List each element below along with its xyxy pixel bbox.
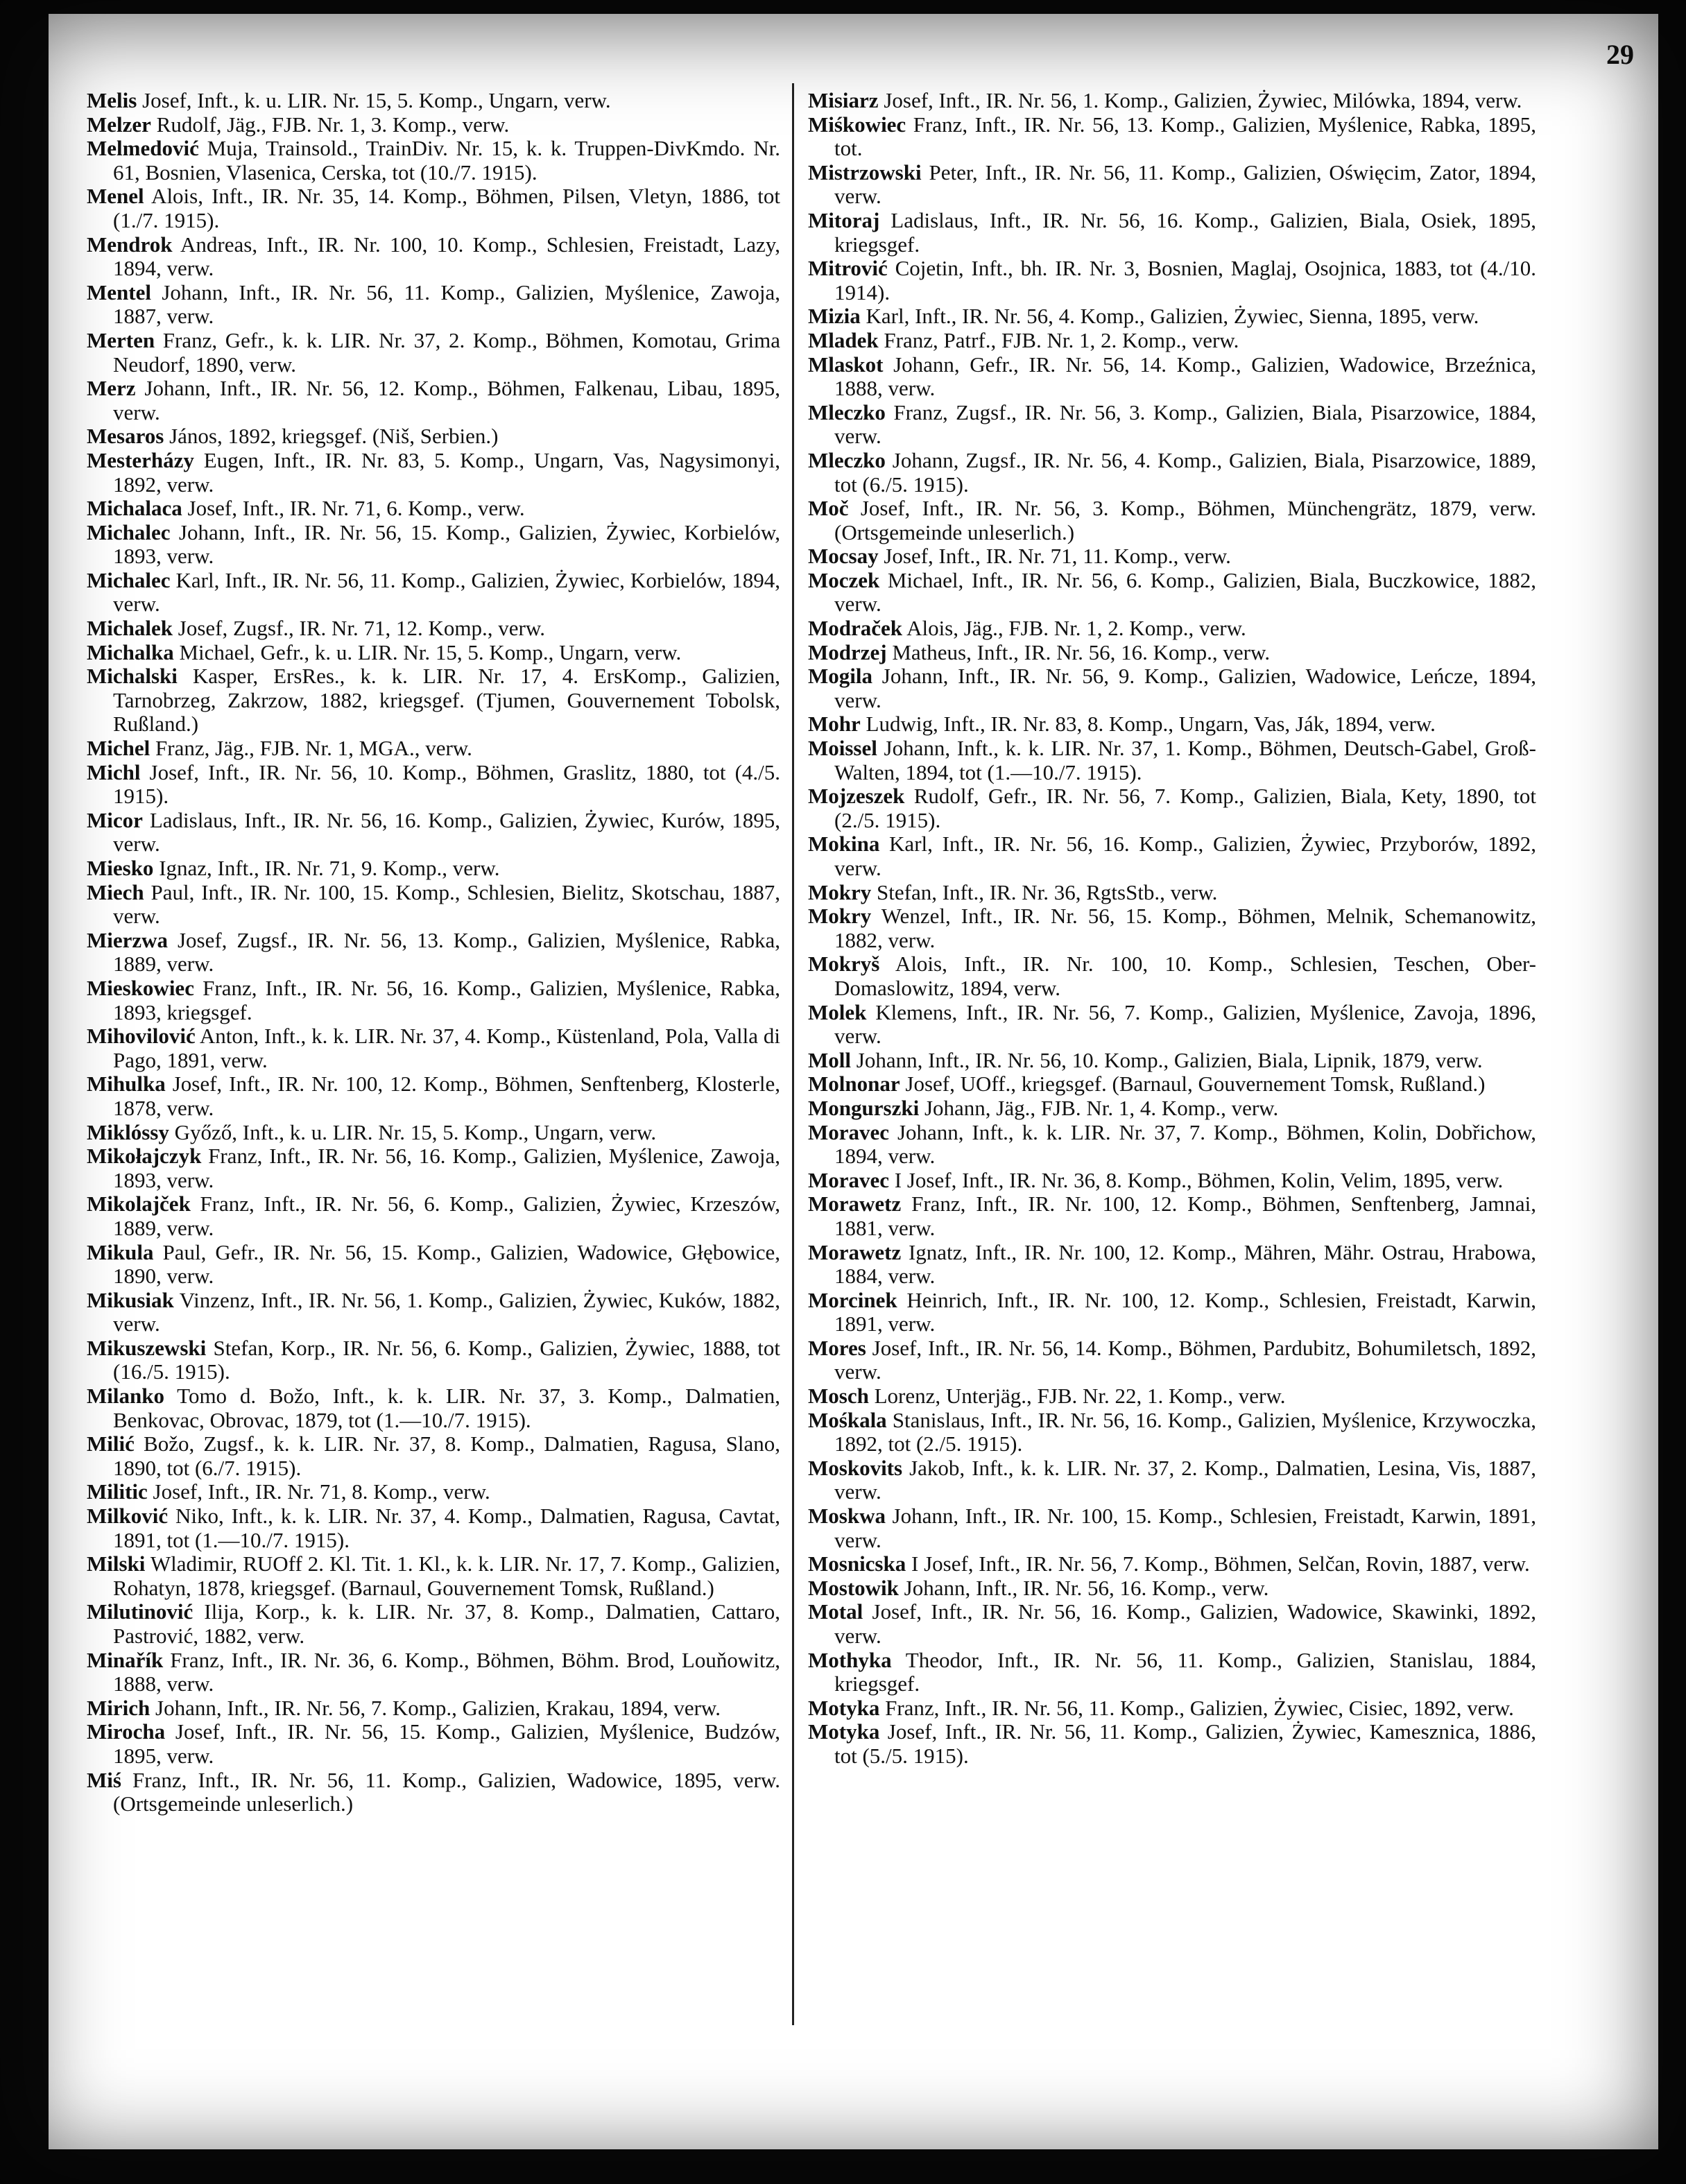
casualty-entry bbox=[808, 641, 1536, 665]
entry-surname: Michalec bbox=[87, 519, 171, 544]
casualty-entry bbox=[808, 497, 1536, 544]
entry-surname: Milutinović bbox=[87, 1599, 193, 1624]
entry-details: Franz, Patrf., FJB. Nr. 1, 2. Komp., verw. bbox=[878, 327, 1239, 352]
entry-details: Johann, Inft., IR. Nr. 56, 9. Komp., Galizien, Wadowice, Leńcze, 1894, verw. bbox=[834, 664, 1536, 712]
entry-details: Heinrich, Inft., IR. Nr. 100, 12. Komp., Schlesien, Freistadt, Karwin, 1891, verw. bbox=[834, 1287, 1536, 1336]
entry-details: Franz, Inft., IR. Nr. 56, 11. Komp., Galizien, Żywiec, Cisiec, 1892, verw. bbox=[879, 1695, 1514, 1720]
casualty-entry bbox=[87, 1241, 780, 1289]
casualty-entry bbox=[87, 1432, 780, 1480]
entry-surname: Misiarz bbox=[808, 88, 879, 112]
casualty-entry bbox=[87, 449, 780, 497]
casualty-entry bbox=[87, 1336, 780, 1384]
entry-surname: Miklóssy bbox=[87, 1119, 169, 1144]
entry-surname: Mirocha bbox=[87, 1719, 166, 1744]
entry-surname: Moč bbox=[808, 496, 849, 521]
entry-surname: Mizia bbox=[808, 304, 861, 329]
casualty-entry bbox=[808, 904, 1536, 952]
casualty-entry bbox=[87, 329, 780, 377]
casualty-entry bbox=[808, 1649, 1536, 1696]
casualty-entry bbox=[87, 89, 780, 113]
entry-surname: Michalski bbox=[87, 664, 178, 689]
entry-details: Ilija, Korp., k. k. LIR. Nr. 37, 8. Komp., Dalmatien, Cattaro, Pastrović, 1882, verw. bbox=[113, 1599, 780, 1648]
entry-surname: Moskwa bbox=[808, 1504, 886, 1529]
entry-details: Franz, Inft., IR. Nr. 100, 12. Komp., Böhmen, Senftenberg, Jamnai, 1881, verw. bbox=[834, 1192, 1536, 1240]
entry-details: Johann, Gefr., IR. Nr. 56, 14. Komp., Galizien, Wadowice, Brzeźnica, 1888, verw. bbox=[834, 352, 1536, 401]
entry-details: Alois, Jäg., FJB. Nr. 1, 2. Komp., verw. bbox=[902, 616, 1246, 641]
entry-details: Franz, Inft., IR. Nr. 36, 6. Komp., Böhmen, Böhm. Brod, Louňowitz, 1888, verw. bbox=[113, 1647, 780, 1696]
entry-surname: Melis bbox=[87, 88, 137, 112]
entry-details: Győző, Inft., k. u. LIR. Nr. 15, 5. Komp., Ungarn, verw. bbox=[169, 1119, 657, 1144]
entry-details: Josef, Zugsf., IR. Nr. 71, 12. Komp., verw. bbox=[173, 616, 545, 641]
entry-details: Johann, Inft., IR. Nr. 56, 15. Komp., Galizien, Żywiec, Korbielów, 1893, verw. bbox=[113, 519, 780, 569]
entry-surname: Motal bbox=[808, 1599, 863, 1624]
casualty-entry bbox=[87, 1552, 780, 1600]
entry-surname: Milanko bbox=[87, 1384, 164, 1409]
casualty-entry bbox=[808, 1049, 1536, 1073]
entry-surname: Mentel bbox=[87, 280, 151, 304]
entry-details: Johann, Jäg., FJB. Nr. 1, 4. Komp., verw. bbox=[919, 1095, 1279, 1120]
casualty-entry bbox=[87, 1769, 780, 1816]
entry-details: Johann, Inft., IR. Nr. 56, 16. Komp., verw. bbox=[898, 1575, 1269, 1600]
right-column bbox=[808, 89, 1536, 1769]
entry-details: Josef, Zugsf., IR. Nr. 56, 13. Komp., Galizien, Myślenice, Rabka, 1889, verw. bbox=[113, 927, 780, 977]
entry-surname: Mogila bbox=[808, 664, 872, 689]
entry-surname: Militic bbox=[87, 1479, 148, 1504]
entry-surname: Moczek bbox=[808, 567, 880, 592]
entry-surname: Motyka bbox=[808, 1719, 880, 1744]
entry-details: Johann, Inft., IR. Nr. 56, 7. Komp., Galizien, Krakau, 1894, verw. bbox=[150, 1695, 721, 1720]
entry-details: Karl, Inft., IR. Nr. 56, 16. Komp., Galizien, Żywiec, Przyborów, 1892, verw. bbox=[834, 832, 1536, 880]
entry-details: Wenzel, Inft., IR. Nr. 56, 15. Komp., Böhmen, Melnik, Schemanowitz, 1882, verw. bbox=[834, 904, 1536, 952]
casualty-entry bbox=[87, 1696, 780, 1721]
casualty-entry bbox=[87, 641, 780, 665]
left-column bbox=[87, 89, 780, 1816]
entry-details: Michael, Gefr., k. u. LIR. Nr. 15, 5. Komp., Ungarn, verw. bbox=[173, 639, 682, 664]
entry-details: Stefan, Inft., IR. Nr. 36, RgtsStb., verw. bbox=[871, 879, 1218, 904]
entry-surname: Mleczko bbox=[808, 399, 886, 424]
entry-surname: Morawetz bbox=[808, 1239, 902, 1264]
entry-details: Wladimir, RUOff 2. Kl. Tit. 1. Kl., k. k. LIR. Nr. 17, 7. Komp., Galizien, Rohatyn, 1878, kriegsgef. (Barnaul, Gouvernement Tomsk, Rußland.) bbox=[113, 1551, 780, 1600]
casualty-entry bbox=[87, 233, 780, 281]
entry-details: Ladislaus, Inft., IR. Nr. 56, 16. Komp., Galizien, Biala, Osiek, 1895, kriegsgef. bbox=[834, 207, 1536, 257]
entry-surname: Mokina bbox=[808, 832, 880, 857]
casualty-entry bbox=[87, 809, 780, 857]
scan-edge-top bbox=[0, 0, 1686, 14]
entry-surname: Mlaskot bbox=[808, 352, 884, 377]
entry-surname: Mohr bbox=[808, 712, 861, 737]
casualty-entry bbox=[808, 1121, 1536, 1169]
entry-surname: Moravec bbox=[808, 1119, 890, 1144]
casualty-entry bbox=[808, 209, 1536, 257]
casualty-entry bbox=[87, 929, 780, 977]
entry-details: Alois, Inft., IR. Nr. 35, 14. Komp., Böhmen, Pilsen, Vletyn, 1886, tot (1./7. 1915). bbox=[113, 184, 780, 232]
casualty-entry bbox=[87, 1649, 780, 1696]
entry-surname: Melzer bbox=[87, 112, 151, 137]
casualty-entry bbox=[808, 1001, 1536, 1049]
casualty-entry bbox=[87, 281, 780, 329]
entry-surname: Mojzeszek bbox=[808, 784, 905, 809]
entry-details: Muja, Trainsold., TrainDiv. Nr. 15, k. k. Truppen-DivKmdo. Nr. 61, Bosnien, Vlasenica, Cerska, tot (10./7. 1915). bbox=[113, 136, 780, 184]
entry-details: Anton, Inft., k. k. LIR. Nr. 37, 4. Komp., Küstenland, Pola, Valla di Pago, 1891, verw. bbox=[113, 1024, 780, 1072]
entry-details: Josef, Inft., IR. Nr. 56, 11. Komp., Galizien, Żywiec, Kamesznica, 1886, tot (5./5. 1915). bbox=[834, 1719, 1536, 1768]
casualty-entry bbox=[87, 737, 780, 761]
entry-details: Jakob, Inft., k. k. LIR. Nr. 37, 2. Komp., Dalmatien, Lesina, Vis, 1887, verw. bbox=[834, 1455, 1536, 1504]
entry-details: Paul, Inft., IR. Nr. 100, 15. Komp., Schlesien, Bielitz, Skotschau, 1887, verw. bbox=[113, 879, 780, 929]
entry-surname: Mleczko bbox=[808, 447, 886, 472]
entry-surname: Mothyka bbox=[808, 1647, 892, 1672]
entry-details: Johann, Inft., IR. Nr. 56, 12. Komp., Böhmen, Falkenau, Libau, 1895, verw. bbox=[113, 376, 780, 424]
casualty-entry bbox=[808, 544, 1536, 569]
casualty-entry bbox=[87, 1121, 780, 1145]
casualty-entry bbox=[87, 881, 780, 929]
casualty-entry bbox=[87, 1192, 780, 1240]
casualty-entry bbox=[808, 1072, 1536, 1097]
casualty-entry bbox=[808, 1409, 1536, 1456]
entry-details: Rudolf, Jäg., FJB. Nr. 1, 3. Komp., verw. bbox=[150, 112, 510, 137]
entry-surname: Mesaros bbox=[87, 424, 164, 449]
scan-edge-right bbox=[1658, 0, 1686, 2184]
casualty-entry bbox=[87, 761, 780, 809]
casualty-entry bbox=[808, 569, 1536, 617]
casualty-entry bbox=[808, 1696, 1536, 1721]
entry-surname: Miś bbox=[87, 1767, 121, 1792]
casualty-entry bbox=[808, 329, 1536, 353]
scan-edge-bottom bbox=[0, 2149, 1686, 2184]
casualty-entry bbox=[87, 113, 780, 137]
casualty-entry bbox=[87, 1144, 780, 1192]
entry-details: Ladislaus, Inft., IR. Nr. 56, 16. Komp., Galizien, Żywiec, Kurów, 1895, verw. bbox=[113, 807, 780, 857]
entry-details: Ignatz, Inft., IR. Nr. 100, 12. Komp., Mähren, Mähr. Ostrau, Hrabowa, 1884, verw. bbox=[834, 1239, 1536, 1289]
casualty-entry bbox=[808, 1097, 1536, 1121]
casualty-entry bbox=[808, 1456, 1536, 1504]
entry-details: Klemens, Inft., IR. Nr. 56, 7. Komp., Galizien, Myślenice, Zavoja, 1896, verw. bbox=[834, 999, 1536, 1049]
entry-details: I Josef, Inft., IR. Nr. 56, 7. Komp., Böhmen, Selčan, Rovin, 1887, verw. bbox=[906, 1551, 1530, 1576]
entry-details: I Josef, Inft., IR. Nr. 36, 8. Komp., Böhmen, Kolin, Velim, 1895, verw. bbox=[889, 1167, 1504, 1192]
entry-surname: Mocsay bbox=[808, 544, 879, 569]
entry-details: Matheus, Inft., IR. Nr. 56, 16. Komp., verw. bbox=[886, 639, 1271, 664]
casualty-entry bbox=[87, 664, 780, 737]
entry-surname: Merten bbox=[87, 327, 155, 352]
casualty-entry bbox=[808, 1336, 1536, 1384]
entry-details: Josef, UOff., kriegsgef. (Barnaul, Gouvernement Tomsk, Rußland.) bbox=[900, 1072, 1486, 1097]
casualty-entry bbox=[808, 113, 1536, 161]
entry-details: Franz, Inft., IR. Nr. 56, 13. Komp., Galizien, Myślenice, Rabka, 1895, tot. bbox=[834, 112, 1536, 161]
entry-details: Josef, Inft., IR. Nr. 56, 15. Komp., Galizien, Myślenice, Budzów, 1895, verw. bbox=[113, 1719, 780, 1768]
casualty-entry bbox=[808, 881, 1536, 905]
entry-details: Josef, Inft., IR. Nr. 71, 11. Komp., verw. bbox=[878, 544, 1231, 569]
entry-details: Peter, Inft., IR. Nr. 56, 11. Komp., Galizien, Oświęcim, Zator, 1894, verw. bbox=[834, 160, 1536, 209]
entry-surname: Michalec bbox=[87, 567, 171, 592]
entry-details: Josef, Inft., IR. Nr. 71, 8. Komp., verw. bbox=[147, 1479, 490, 1504]
entry-details: Ignaz, Inft., IR. Nr. 71, 9. Komp., verw. bbox=[153, 856, 500, 880]
casualty-entry bbox=[808, 304, 1536, 329]
casualty-entry bbox=[87, 569, 780, 617]
casualty-entry bbox=[808, 1169, 1536, 1193]
entry-surname: Miech bbox=[87, 879, 144, 904]
entry-surname: Mores bbox=[808, 1335, 866, 1360]
casualty-entry bbox=[87, 977, 780, 1024]
casualty-entry bbox=[808, 1192, 1536, 1240]
entry-surname: Mistrzowski bbox=[808, 160, 922, 184]
entry-surname: Milski bbox=[87, 1551, 146, 1576]
entry-surname: Michel bbox=[87, 736, 150, 761]
entry-surname: Mosch bbox=[808, 1384, 869, 1409]
entry-surname: Milković bbox=[87, 1504, 169, 1529]
entry-surname: Moravec bbox=[808, 1167, 890, 1192]
entry-surname: Mihovilović bbox=[87, 1024, 196, 1049]
entry-details: Josef, Inft., IR. Nr. 56, 14. Komp., Böhmen, Pardubitz, Bohumiletsch, 1892, verw. bbox=[834, 1335, 1536, 1384]
casualty-entry bbox=[87, 1384, 780, 1432]
entry-surname: Mendrok bbox=[87, 232, 173, 257]
casualty-entry bbox=[808, 1241, 1536, 1289]
casualty-entry bbox=[808, 1289, 1536, 1336]
casualty-entry bbox=[87, 1289, 780, 1336]
entry-details: Karl, Inft., IR. Nr. 56, 11. Komp., Galizien, Żywiec, Korbielów, 1894, verw. bbox=[113, 567, 780, 617]
entry-details: Franz, Inft., IR. Nr. 56, 16. Komp., Galizien, Myślenice, Rabka, 1893, kriegsgef. bbox=[113, 975, 780, 1024]
entry-details: Božo, Zugsf., k. k. LIR. Nr. 37, 8. Komp., Dalmatien, Ragusa, Slano, 1890, tot (6./7. 1915). bbox=[113, 1431, 780, 1480]
entry-details: Niko, Inft., k. k. LIR. Nr. 37, 4. Komp., Dalmatien, Ragusa, Cavtat, 1891, tot (1.—10./7. 1915). bbox=[113, 1504, 780, 1552]
entry-surname: Michalaca bbox=[87, 496, 182, 521]
entry-surname: Melmedović bbox=[87, 136, 199, 161]
entry-surname: Mesterházy bbox=[87, 447, 194, 472]
casualty-entry bbox=[808, 784, 1536, 832]
entry-details: Johann, Inft., IR. Nr. 56, 10. Komp., Galizien, Biala, Lipnik, 1879, verw. bbox=[851, 1047, 1483, 1072]
casualty-entry bbox=[808, 401, 1536, 449]
entry-surname: Mikusiak bbox=[87, 1287, 174, 1312]
casualty-entry bbox=[87, 1504, 780, 1552]
entry-details: Michael, Inft., IR. Nr. 56, 6. Komp., Galizien, Biala, Buczkowice, 1882, verw. bbox=[834, 567, 1536, 617]
entry-details: Josef, Inft., IR. Nr. 56, 1. Komp., Galizien, Żywiec, Milówka, 1894, verw. bbox=[878, 88, 1522, 112]
casualty-entry bbox=[87, 857, 780, 881]
casualty-entry bbox=[808, 449, 1536, 497]
entry-details: Cojetin, Inft., bh. IR. Nr. 3, Bosnien, Maglaj, Osojnica, 1883, tot (4./10. 1914). bbox=[834, 256, 1536, 304]
entry-details: Stanislaus, Inft., IR. Nr. 56, 16. Komp., Galizien, Myślenice, Krzywoczka, 1892, tot (2./5. 1915). bbox=[834, 1407, 1536, 1456]
entry-details: Josef, Inft., IR. Nr. 100, 12. Komp., Böhmen, Senftenberg, Klosterle, 1878, verw. bbox=[113, 1072, 780, 1120]
entry-details: Franz, Inft., IR. Nr. 56, 6. Komp., Galizien, Żywiec, Krzeszów, 1889, verw. bbox=[113, 1192, 780, 1240]
entry-details: Lorenz, Unterjäg., FJB. Nr. 22, 1. Komp., verw. bbox=[868, 1384, 1286, 1409]
entry-surname: Mihulka bbox=[87, 1072, 166, 1097]
entry-surname: Mierzwa bbox=[87, 927, 169, 952]
entry-details: Josef, Inft., IR. Nr. 56, 16. Komp., Galizien, Wadowice, Skawinki, 1892, verw. bbox=[834, 1599, 1536, 1648]
casualty-entry bbox=[808, 161, 1536, 209]
entry-surname: Modraček bbox=[808, 616, 903, 641]
entry-surname: Michalek bbox=[87, 616, 173, 641]
casualty-entry bbox=[808, 1504, 1536, 1552]
entry-details: Josef, Inft., IR. Nr. 56, 3. Komp., Böhmen, Münchengrätz, 1879, verw. (Ortsgemeinde unleserlich.) bbox=[834, 496, 1536, 544]
casualty-entry bbox=[808, 257, 1536, 304]
casualty-entry bbox=[808, 832, 1536, 880]
entry-surname: Mongurszki bbox=[808, 1095, 920, 1120]
entry-details: Josef, Inft., k. u. LIR. Nr. 15, 5. Komp., Ungarn, verw. bbox=[137, 88, 611, 112]
entry-details: Franz, Inft., IR. Nr. 56, 16. Komp., Galizien, Myślenice, Zawoja, 1893, verw. bbox=[113, 1144, 780, 1192]
casualty-entry bbox=[87, 617, 780, 641]
entry-details: Karl, Inft., IR. Nr. 56, 4. Komp., Galizien, Żywiec, Sienna, 1895, verw. bbox=[860, 304, 1479, 329]
page-number: 29 bbox=[1606, 39, 1634, 70]
casualty-entry bbox=[87, 1024, 780, 1072]
entry-details: Eugen, Inft., IR. Nr. 83, 5. Komp., Ungarn, Vas, Nagysimonyi, 1892, verw. bbox=[113, 447, 780, 497]
entry-surname: Mikolajček bbox=[87, 1192, 191, 1216]
entry-surname: Mostowik bbox=[808, 1575, 899, 1600]
column-divider bbox=[792, 83, 794, 2025]
entry-details: Johann, Inft., k. k. LIR. Nr. 37, 7. Komp., Böhmen, Kolin, Dobřichow, 1894, verw. bbox=[834, 1119, 1536, 1169]
entry-details: Franz, Zugsf., IR. Nr. 56, 3. Komp., Galizien, Biala, Pisarzowice, 1884, verw. bbox=[834, 399, 1536, 449]
casualty-entry bbox=[808, 737, 1536, 784]
entry-surname: Mirich bbox=[87, 1695, 150, 1720]
entry-surname: Miesko bbox=[87, 856, 154, 880]
entry-surname: Mokry bbox=[808, 904, 872, 929]
entry-surname: Mikołajczyk bbox=[87, 1144, 202, 1169]
entry-surname: Mośkala bbox=[808, 1407, 887, 1432]
entry-surname: Mosnicska bbox=[808, 1551, 906, 1576]
casualty-entry bbox=[808, 1384, 1536, 1409]
entry-details: Theodor, Inft., IR. Nr. 56, 11. Komp., Galizien, Stanislau, 1884, kriegsgef. bbox=[834, 1647, 1536, 1696]
entry-details: Johann, Zugsf., IR. Nr. 56, 4. Komp., Galizien, Biala, Pisarzowice, 1889, tot (6./5. 1915). bbox=[834, 447, 1536, 497]
casualty-entry bbox=[808, 1552, 1536, 1576]
casualty-entry bbox=[808, 952, 1536, 1000]
entry-details: Stefan, Korp., IR. Nr. 56, 6. Komp., Galizien, Żywiec, 1888, tot (16./5. 1915). bbox=[113, 1335, 780, 1384]
entry-surname: Mitoraj bbox=[808, 207, 880, 232]
entry-surname: Micor bbox=[87, 807, 143, 832]
entry-surname: Mitrović bbox=[808, 256, 888, 281]
entry-details: Johann, Inft., IR. Nr. 56, 11. Komp., Galizien, Myślenice, Zawoja, 1887, verw. bbox=[113, 280, 780, 329]
entry-details: Vinzenz, Inft., IR. Nr. 56, 1. Komp., Galizien, Żywiec, Kuków, 1882, verw. bbox=[113, 1287, 780, 1336]
entry-details: Tomo d. Božo, Inft., k. k. LIR. Nr. 37, 3. Komp., Dalmatien, Benkovac, Obrovac, 1879, tot (1.—10./7. 1915). bbox=[113, 1384, 780, 1432]
entry-surname: Merz bbox=[87, 376, 136, 401]
entry-surname: Michalka bbox=[87, 639, 174, 664]
entry-details: Josef, Inft., IR. Nr. 56, 10. Komp., Böhmen, Graslitz, 1880, tot (4./5. 1915). bbox=[113, 759, 780, 809]
casualty-entry bbox=[87, 184, 780, 232]
entry-details: Franz, Gefr., k. k. LIR. Nr. 37, 2. Komp., Böhmen, Komotau, Grima Neudorf, 1890, verw. bbox=[113, 327, 780, 377]
casualty-entry bbox=[87, 424, 780, 449]
casualty-entry bbox=[87, 1072, 780, 1120]
entry-details: Franz, Inft., IR. Nr. 56, 11. Komp., Galizien, Wadowice, 1895, verw. (Ortsgemeinde unleserlich.) bbox=[113, 1767, 780, 1816]
casualty-entry bbox=[87, 137, 780, 184]
scan-edge-left bbox=[0, 0, 49, 2184]
entry-surname: Minařík bbox=[87, 1647, 164, 1672]
entry-surname: Moll bbox=[808, 1047, 851, 1072]
entry-details: Johann, Inft., IR. Nr. 100, 15. Komp., Schlesien, Freistadt, Karwin, 1891, verw. bbox=[834, 1504, 1536, 1552]
entry-surname: Mokryš bbox=[808, 952, 880, 977]
entry-surname: Modrzej bbox=[808, 639, 887, 664]
entry-surname: Molek bbox=[808, 999, 867, 1024]
casualty-entry bbox=[87, 377, 780, 424]
casualty-entry bbox=[87, 521, 780, 569]
entry-details: Ludwig, Inft., IR. Nr. 83, 8. Komp., Ungarn, Vas, Ják, 1894, verw. bbox=[860, 712, 1436, 737]
entry-surname: Molnonar bbox=[808, 1072, 900, 1097]
entry-surname: Morcinek bbox=[808, 1287, 897, 1312]
casualty-entry bbox=[87, 1600, 780, 1648]
entry-details: Paul, Gefr., IR. Nr. 56, 15. Komp., Galizien, Wadowice, Głębowice, 1890, verw. bbox=[113, 1239, 780, 1289]
entry-details: János, 1892, kriegsgef. (Niš, Serbien.) bbox=[164, 424, 499, 449]
entry-details: Kasper, ErsRes., k. k. LIR. Nr. 17, 4. ErsKomp., Galizien, Tarnobrzeg, Zakrzow, 1882, kriegsgef. (Tjumen, Gouvernement Tobolsk, Rußland.) bbox=[113, 664, 780, 737]
entry-surname: Mokry bbox=[808, 879, 872, 904]
entry-surname: Menel bbox=[87, 184, 144, 209]
entry-surname: Mikula bbox=[87, 1239, 154, 1264]
entry-details: Alois, Inft., IR. Nr. 100, 10. Komp., Schlesien, Teschen, Ober-Domaslowitz, 1894, verw. bbox=[834, 952, 1536, 1000]
entry-surname: Moissel bbox=[808, 736, 877, 761]
entry-details: Josef, Inft., IR. Nr. 71, 6. Komp., verw. bbox=[182, 496, 525, 521]
casualty-entry bbox=[87, 1720, 780, 1768]
casualty-entry bbox=[808, 1600, 1536, 1648]
entry-details: Rudolf, Gefr., IR. Nr. 56, 7. Komp., Galizien, Biala, Kety, 1890, tot (2./5. 1915). bbox=[834, 784, 1536, 832]
entry-details: Franz, Jäg., FJB. Nr. 1, MGA., verw. bbox=[150, 736, 472, 761]
entry-details: Andreas, Inft., IR. Nr. 100, 10. Komp., Schlesien, Freistadt, Lazy, 1894, verw. bbox=[113, 232, 780, 281]
entry-surname: Mikuszewski bbox=[87, 1335, 207, 1360]
entry-details: Johann, Inft., k. k. LIR. Nr. 37, 1. Komp., Böhmen, Deutsch-Gabel, Groß-Walten, 1894, tot (1.—10./7. 1915). bbox=[834, 736, 1536, 784]
casualty-entry bbox=[808, 353, 1536, 401]
casualty-entry bbox=[808, 1576, 1536, 1601]
entry-surname: Michl bbox=[87, 759, 141, 784]
entry-surname: Morawetz bbox=[808, 1192, 902, 1216]
casualty-entry bbox=[808, 664, 1536, 712]
entry-surname: Motyka bbox=[808, 1695, 880, 1720]
entry-surname: Miśkowiec bbox=[808, 112, 906, 137]
casualty-entry bbox=[808, 1720, 1536, 1768]
casualty-entry bbox=[808, 89, 1536, 113]
casualty-entry bbox=[87, 497, 780, 521]
casualty-entry bbox=[87, 1480, 780, 1504]
entry-surname: Mieskowiec bbox=[87, 975, 194, 1000]
entry-surname: Moskovits bbox=[808, 1455, 903, 1480]
entry-surname: Milić bbox=[87, 1431, 135, 1456]
entry-surname: Mladek bbox=[808, 327, 879, 352]
casualty-entry bbox=[808, 617, 1536, 641]
casualty-entry bbox=[808, 712, 1536, 737]
